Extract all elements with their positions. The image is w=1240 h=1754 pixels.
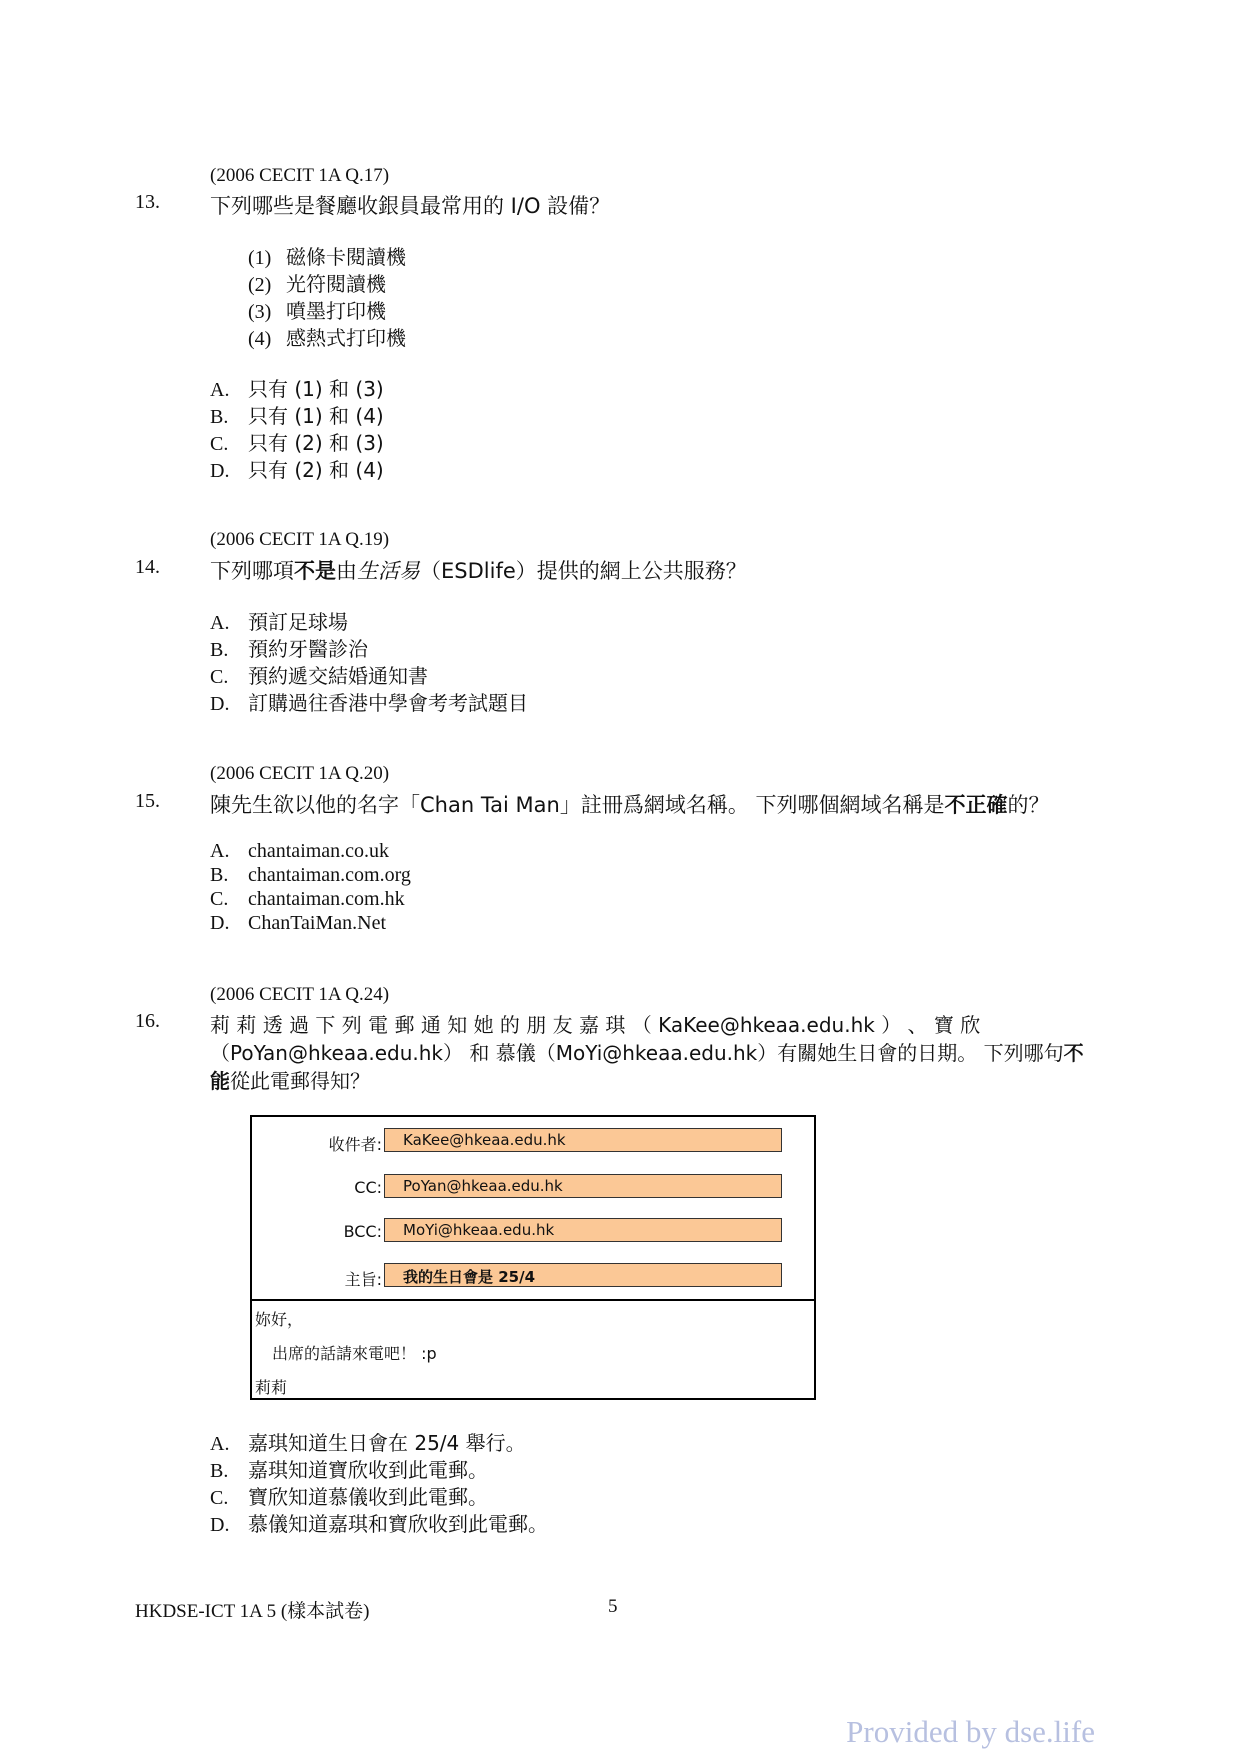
- q14-text-post: （ESDlife）提供的網上公共服務？: [420, 559, 747, 583]
- q13-option-b: [210, 400, 384, 429]
- q14-option-c: [210, 660, 428, 689]
- option-label: B.: [210, 406, 229, 428]
- q16-option-c: [210, 1481, 488, 1510]
- option-label: C.: [210, 666, 229, 688]
- q14-source: (2006 CECIT 1A Q.19): [210, 529, 390, 550]
- q16-text-line3-emphasis: 能: [210, 1069, 230, 1093]
- q15-text: [210, 789, 1050, 819]
- option-text: 只有 (1) 和 (3): [248, 377, 384, 401]
- q14-number: 14.: [135, 556, 160, 578]
- email-subject-label: 主旨:: [344, 1270, 382, 1289]
- q13-item: [248, 295, 386, 324]
- option-text: 慕儀知道嘉琪和寶欣收到此電郵。: [248, 1512, 548, 1536]
- q13-text: 下列哪些是餐廳收銀員最常用的 I/O 設備？: [210, 194, 611, 218]
- q16-text-line2-emphasis: 不: [1063, 1041, 1084, 1065]
- q14-text-mid: 由: [336, 559, 357, 583]
- q13-item-label: (3): [248, 301, 272, 323]
- option-label: D.: [210, 460, 230, 482]
- q15-text-pre: 陳先生欲以他的名字「Chan Tai Man」註冊爲網域名稱。 下列哪個網域名稱是: [210, 793, 945, 817]
- email-header: [252, 1117, 814, 1301]
- option-text: 嘉琪知道寶欣收到此電郵。: [248, 1458, 488, 1482]
- option-text: 寶欣知道慕儀收到此電郵。: [248, 1485, 488, 1509]
- q13-item-text: 光符閱讀機: [286, 272, 386, 296]
- q15-number: 15.: [135, 790, 160, 812]
- option-text: 嘉琪知道生日會在 25/4 舉行。: [248, 1431, 526, 1455]
- q16-number: 16.: [135, 1010, 160, 1032]
- q13-item-text: 噴墨打印機: [286, 299, 386, 323]
- q14-option-a: [210, 606, 348, 635]
- option-label: B.: [210, 864, 229, 886]
- q14-text: [210, 555, 747, 585]
- option-text: chantaiman.com.hk: [248, 888, 405, 910]
- option-label: D.: [210, 912, 230, 934]
- option-text: chantaiman.com.org: [248, 864, 411, 886]
- page-number: 5: [608, 1596, 618, 1617]
- q16-option-b: [210, 1454, 488, 1483]
- q14-option-b: [210, 633, 368, 662]
- q13-item-label: (4): [248, 328, 272, 350]
- option-label: A.: [210, 840, 230, 862]
- q13-item: [248, 268, 386, 297]
- email-cc-field: PoYan@hkeaa.edu.hk: [384, 1174, 782, 1198]
- q13-item-label: (1): [248, 247, 272, 269]
- q13-item: [248, 241, 406, 270]
- email-to-row: [252, 1128, 814, 1154]
- email-bcc-label: BCC:: [343, 1222, 382, 1241]
- q16-option-a: [210, 1427, 526, 1456]
- email-mockup: [250, 1115, 816, 1400]
- option-label: B.: [210, 639, 229, 661]
- email-greeting: 妳好，: [255, 1310, 304, 1329]
- footer-paper-code: HKDSE-ICT 1A 5 (樣本試卷): [135, 1601, 370, 1622]
- option-label: A.: [210, 1433, 230, 1455]
- q15-option-d: [210, 912, 386, 935]
- q15-option-b: [210, 864, 411, 887]
- q13-source: (2006 CECIT 1A Q.17): [210, 165, 390, 186]
- option-label: B.: [210, 1460, 229, 1482]
- email-cc-label: CC:: [354, 1178, 382, 1197]
- q15-text-post: 的？: [1007, 793, 1050, 817]
- q13-item-text: 感熱式打印機: [286, 326, 406, 350]
- email-to-field: KaKee@hkeaa.edu.hk: [384, 1128, 782, 1152]
- email-bcc-row: [252, 1218, 814, 1244]
- option-text: 訂購過往香港中學會考考試題目: [248, 691, 528, 715]
- option-text: ChanTaiMan.Net: [248, 912, 387, 934]
- q13-option-c: [210, 427, 384, 456]
- q15-option-a: [210, 840, 389, 863]
- q13-item-text: 磁條卡閱讀機: [286, 245, 406, 269]
- watermark: Provided by dse.life: [846, 1714, 1095, 1749]
- option-label: C.: [210, 888, 229, 910]
- option-text: 只有 (1) 和 (4): [248, 404, 384, 428]
- email-subject-row: [252, 1263, 814, 1289]
- email-body-text: 出席的話請來電吧！ :p: [272, 1344, 437, 1363]
- option-label: A.: [210, 379, 230, 401]
- email-to-label: 收件者:: [328, 1135, 382, 1154]
- option-label: D.: [210, 693, 230, 715]
- q13-option-a: [210, 373, 384, 402]
- email-signature: 莉莉: [255, 1378, 288, 1397]
- email-bcc-field: MoYi@hkeaa.edu.hk: [384, 1218, 782, 1242]
- option-text: 預訂足球場: [248, 610, 348, 634]
- q15-option-c: [210, 888, 405, 911]
- q16-option-d: [210, 1508, 548, 1537]
- q14-option-d: [210, 687, 528, 716]
- option-label: D.: [210, 1514, 230, 1536]
- option-text: 只有 (2) 和 (3): [248, 431, 384, 455]
- email-cc-row: [252, 1174, 814, 1200]
- q16-text-line3: [210, 1065, 370, 1094]
- email-subject-field: 我的生日會是 25/4: [384, 1263, 782, 1287]
- q16-text-line1: 莉 莉 透 過 下 列 電 郵 通 知 她 的 朋 友 嘉 琪 （ KaKee@hkeaa.edu.hk ） 、 寶 欣: [210, 1013, 981, 1037]
- q14-text-pre: 下列哪項: [210, 559, 294, 583]
- option-text: 只有 (2) 和 (4): [248, 458, 384, 482]
- q15-text-emphasis: 不正確: [944, 793, 1008, 817]
- option-label: C.: [210, 433, 229, 455]
- option-text: 預約牙醫診治: [248, 637, 368, 661]
- q13-number: 13.: [135, 191, 160, 213]
- q16-text-line2-plain: （PoYan@hkeaa.edu.hk） 和 慕儀（MoYi@hkeaa.edu.hk）有關她生日會的日期。 下列哪句: [210, 1041, 1064, 1065]
- q13-item-label: (2): [248, 274, 272, 296]
- q15-source: (2006 CECIT 1A Q.20): [210, 763, 390, 784]
- option-label: A.: [210, 612, 230, 634]
- q14-text-italic: 生活易: [357, 559, 420, 583]
- option-text: chantaiman.co.uk: [248, 840, 390, 862]
- q16-text-line3-plain: 從此電郵得知？: [230, 1069, 370, 1093]
- q14-text-emphasis: 不是: [294, 559, 336, 583]
- q16-source: (2006 CECIT 1A Q.24): [210, 984, 390, 1005]
- q13-option-d: [210, 454, 384, 483]
- option-text: 預約遞交結婚通知書: [248, 664, 428, 688]
- option-label: C.: [210, 1487, 229, 1509]
- q13-item: [248, 322, 406, 351]
- q16-text-line2: [210, 1037, 1084, 1066]
